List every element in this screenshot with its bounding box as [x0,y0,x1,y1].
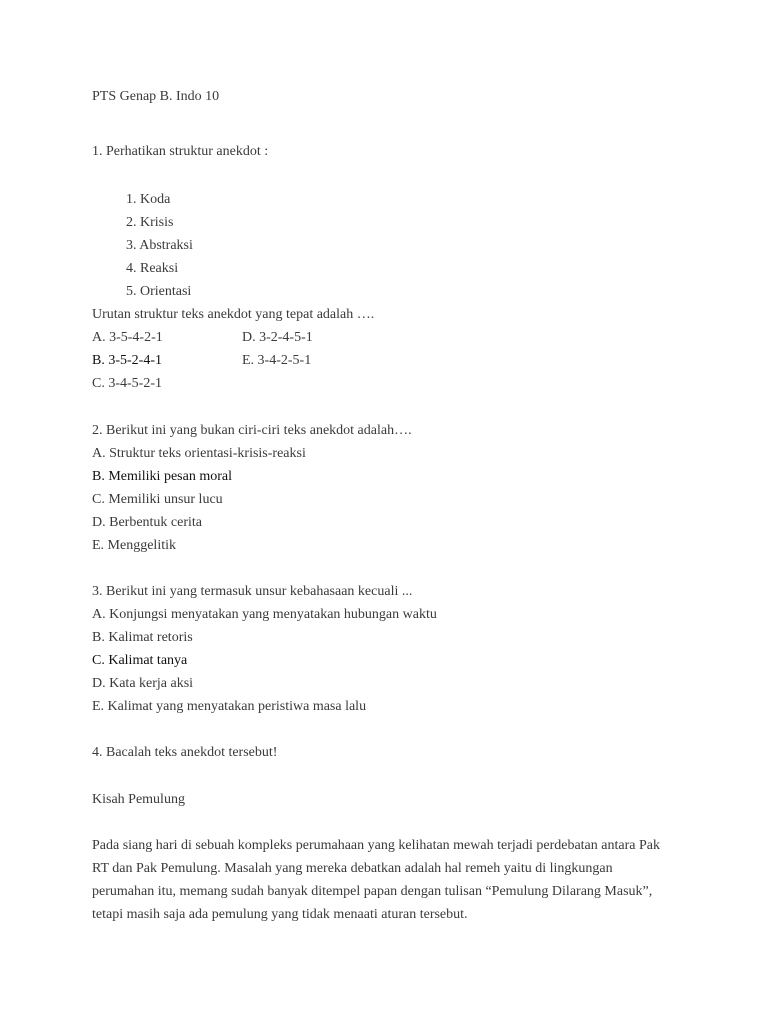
question-3-option-a: A. Konjungsi menyatakan yang menyatakan hubungan waktu [92,607,437,622]
structure-item-1: 1. Koda [126,192,171,207]
question-3-option-c: C. Kalimat tanya [92,653,188,668]
story-line-1: Pada siang hari di sebuah kompleks perumahaan yang kelihatan mewah terjadi perdebatan antara Pak [92,838,660,853]
question-3-prompt: 3. Berikut ini yang termasuk unsur kebahasaan kecuali ... [92,584,413,599]
question-2-option-a: A. Struktur teks orientasi-krisis-reaksi [92,446,306,461]
story-paragraph [92,834,682,926]
question-1-option-a: A. 3-5-4-2-1 [92,330,163,345]
question-3-option-e: E. Kalimat yang menyatakan peristiwa masa lalu [92,699,367,714]
document-title: PTS Genap B. Indo 10 [92,89,220,104]
question-1-prompt: 1. Perhatikan struktur anekdot : [92,144,269,159]
question-1-option-c: C. 3-4-5-2-1 [92,376,162,391]
question-1-question: Urutan struktur teks anekdot yang tepat adalah …. [92,307,375,322]
story-line-4: tetapi masih saja ada pemulung yang tidak menaati aturan tersebut. [92,907,468,922]
structure-item-5: 5. Orientasi [126,284,192,299]
question-4-prompt: 4. Bacalah teks anekdot tersebut! [92,745,278,760]
question-1-option-d: D. 3-2-4-5-1 [242,330,313,345]
question-1-option-b: B. 3-5-2-4-1 [92,353,162,368]
question-2-option-b: B. Memiliki pesan moral [92,469,232,484]
structure-item-2: 2. Krisis [126,215,174,230]
question-2-option-d: D. Berbentuk cerita [92,515,203,530]
question-2-prompt: 2. Berikut ini yang bukan ciri-ciri teks anekdot adalah…. [92,423,412,438]
story-line-3: perumahan itu, memang sudah banyak ditempel papan dengan tulisan “Pemulung Dilarang Masuk”, [92,884,653,899]
question-2-option-c: C. Memiliki unsur lucu [92,492,223,507]
question-1-option-e: E. 3-4-2-5-1 [242,353,312,368]
story-line-2: RT dan Pak Pemulung. Masalah yang mereka debatkan adalah hal remeh yaitu di lingkungan [92,861,613,876]
question-3-option-d: D. Kata kerja aksi [92,676,194,691]
story-title: Kisah Pemulung [92,792,185,807]
structure-item-3: 3. Abstraksi [126,238,193,253]
question-3-option-b: B. Kalimat retoris [92,630,193,645]
structure-item-4: 4. Reaksi [126,261,179,276]
question-2-option-e: E. Menggelitik [92,538,176,553]
